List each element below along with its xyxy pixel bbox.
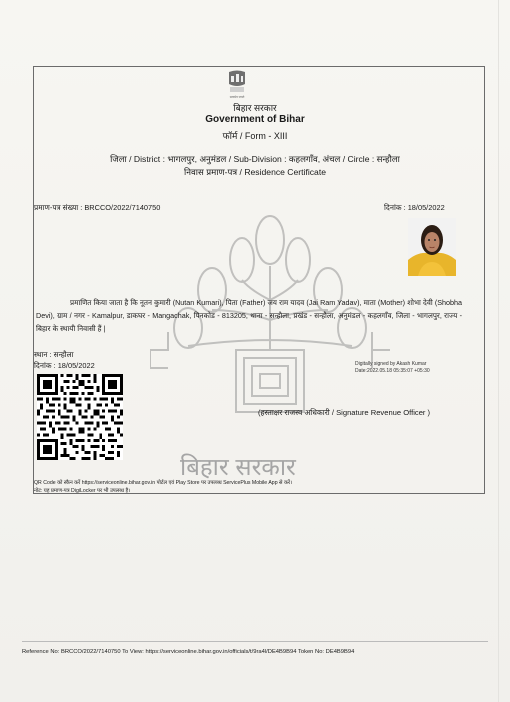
certificate-number: प्रमाण-पत्र संख्या : BRCCO/2022/7140750 [34, 203, 161, 212]
qr-code[interactable] [37, 374, 123, 460]
applicant-photo [408, 218, 456, 276]
digital-signature-line1: Digitally signed by Akash Kumar [355, 361, 427, 367]
issue-date: दिनांक : 18/05/2022 [34, 361, 95, 370]
qr-note: QR Code को स्कैन करें https://serviceonline.bihar.gov.in पोर्टल एवं Play Store पर उपलब्ध ServicePlus Mobile App से करें। [34, 480, 293, 486]
watermark-text: बिहार सरकार [180, 454, 296, 481]
location-line: जिला / District : भागलपुर, अनुमंडल / Sub-Division : कहलगाँव, अंचल / Circle : सन्हौला [110, 154, 400, 164]
watermark-tree-icon [150, 200, 390, 470]
footer-divider [22, 641, 488, 642]
bihar-emblem-icon [226, 70, 248, 96]
certificate-body [36, 296, 462, 335]
certificate-date: दिनांक : 18/05/2022 [384, 203, 445, 212]
digital-signature-line2: Date:2022.05.18 05:35:07 +05:30 [355, 368, 430, 374]
issue-place: स्थान : सन्हौला [34, 350, 74, 359]
form-number: फॉर्म / Form - XIII [222, 131, 288, 141]
govt-english-title: Government of Bihar [205, 114, 305, 125]
signature-label: (हस्ताक्षर राजस्व अधिकारी / Signature Revenue Officer ) [258, 408, 431, 417]
certificate-body-text: प्रमाणित किया जाता है कि नूतन कुमारी (Nutan Kumari), पिता (Father) जय राम यादव (Jai Ram Yadav), माता (Mother) शोभा देवी (Shobha Devi), ग्राम / नगर - Kamalpur, डाकघर - Mangachak, पिनकोड - 813205, थाना - सन्हौला, प्रखंड - सन्हौला, अनुमंडल - कहलगाँव, जिला - भागलपुर, राज्य - बिहार के स्थायी निवासी हैं | [36, 298, 462, 333]
govt-hindi-title: बिहार सरकार [233, 103, 277, 113]
digilocker-note: नोट: यह प्रमाण-पत्र DigiLocker पर भी उपलब्ध है। [34, 488, 131, 494]
footer-reference: Reference No: BRCCO/2022/7140750 To View: https://serviceonline.bihar.gov.in/officials/t/9ra4l/DE4B9B94 Token No: DE4B9B94 [22, 649, 355, 655]
emblem-motto: सत्यमेव जयते [229, 95, 245, 99]
certificate-title: निवास प्रमाण-पत्र / Residence Certificate [184, 167, 326, 177]
